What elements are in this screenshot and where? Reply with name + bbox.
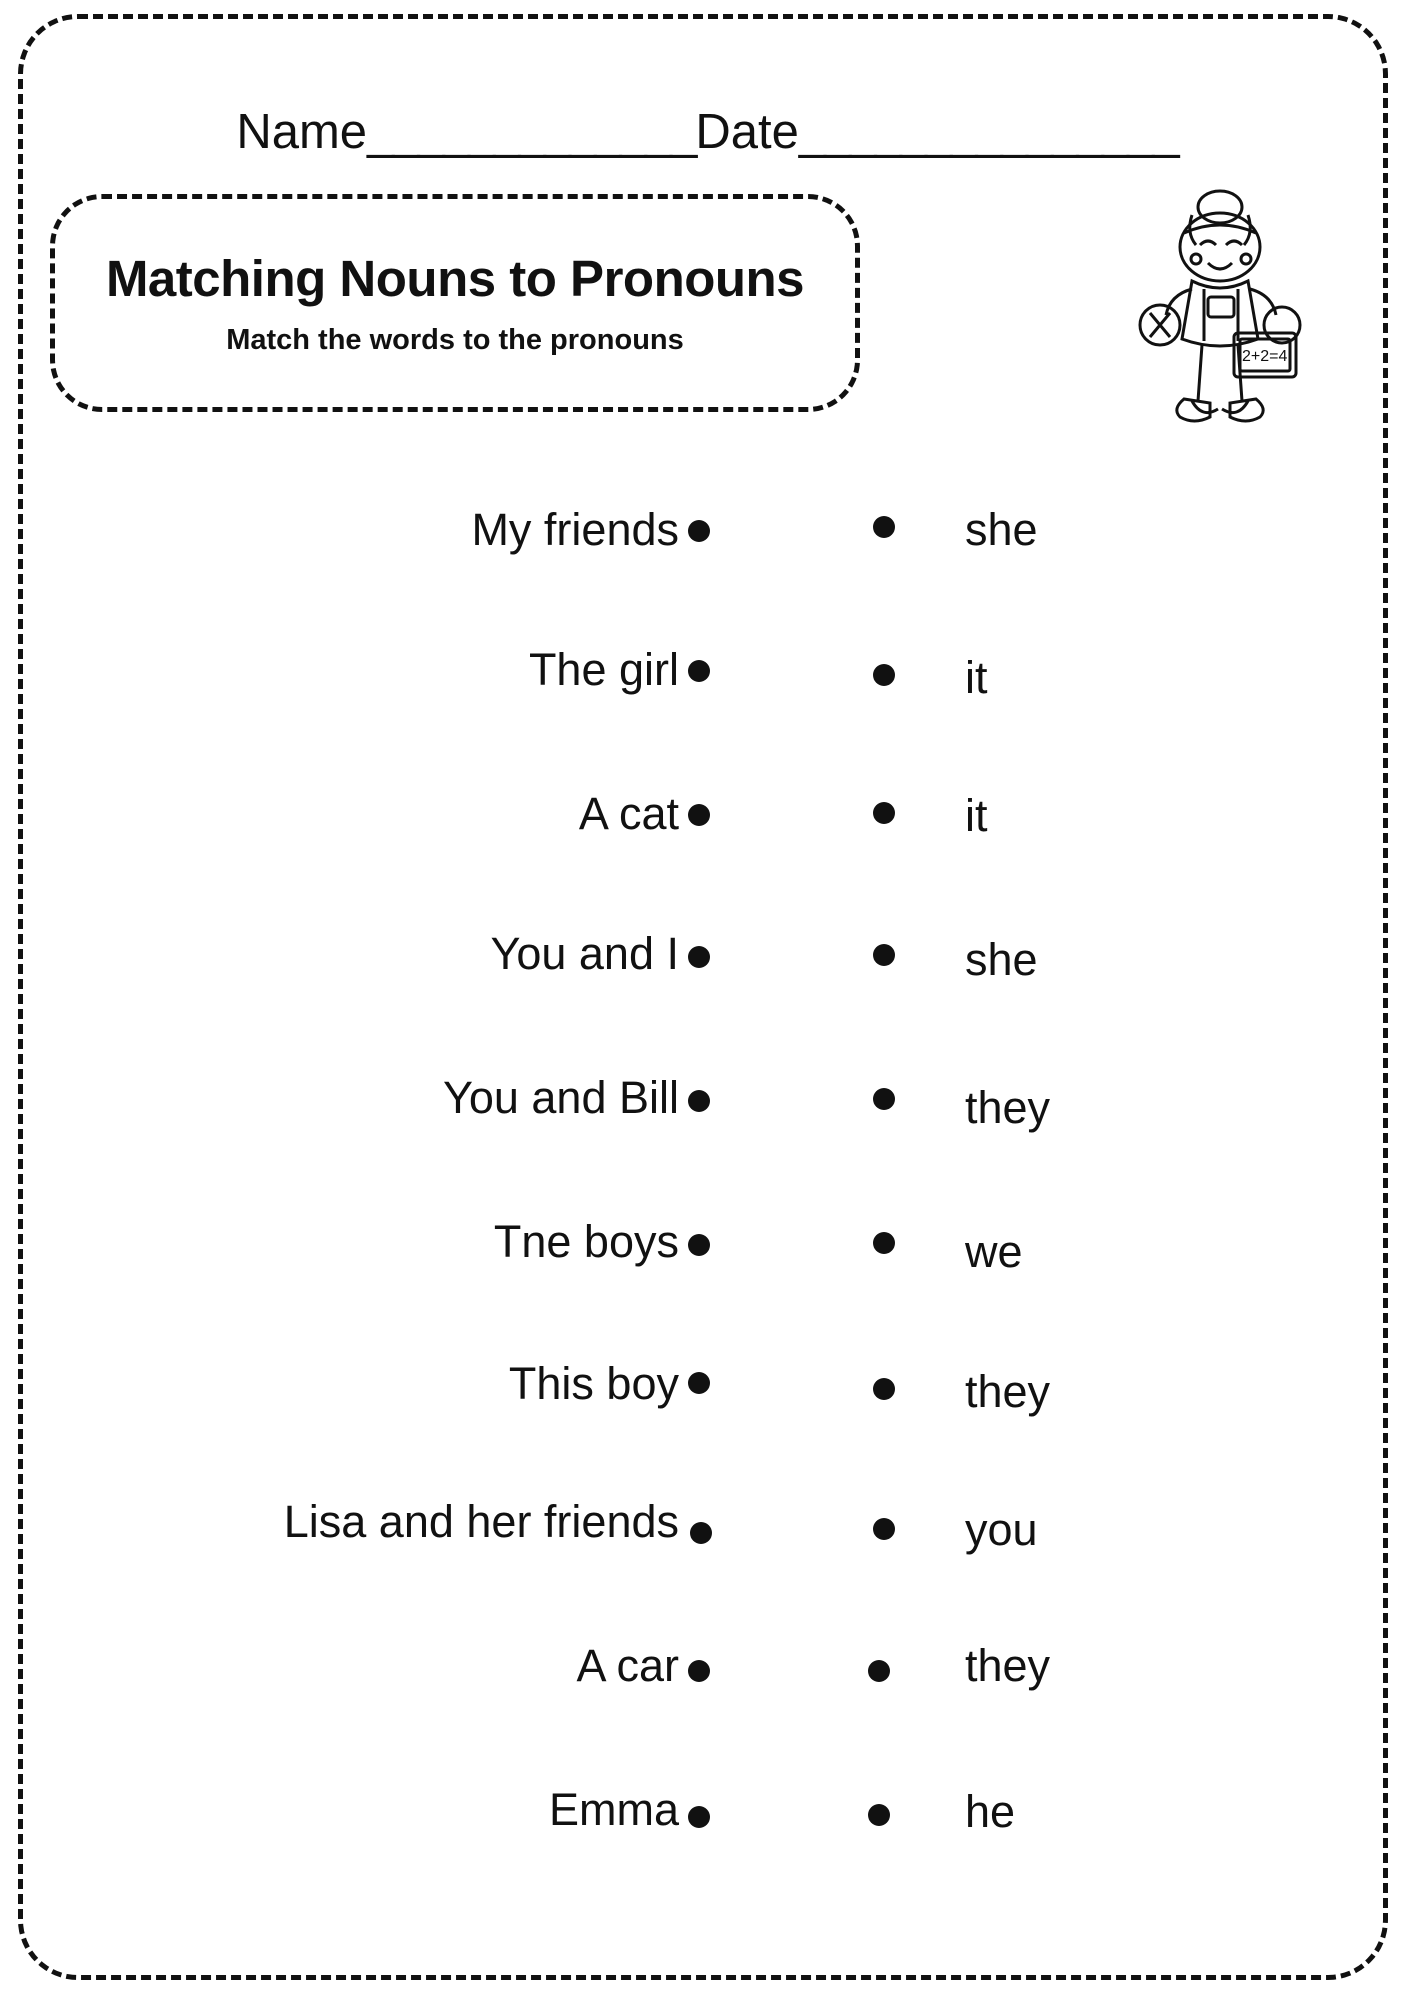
pronoun-term[interactable]: it	[965, 652, 988, 703]
noun-term[interactable]: The girl	[528, 644, 679, 695]
table-row	[0, 1640, 1414, 1788]
connector-dot-right[interactable]	[873, 944, 895, 966]
table-row	[0, 644, 1414, 794]
table-row	[0, 1784, 1414, 1930]
pronoun-term[interactable]: they	[965, 1366, 1051, 1417]
connector-dot-right[interactable]	[873, 1088, 895, 1110]
connector-dot-left[interactable]	[688, 1090, 710, 1112]
table-row	[0, 1072, 1414, 1220]
pronoun-term[interactable]: they	[965, 1640, 1051, 1691]
pronoun-term[interactable]: she	[965, 934, 1038, 985]
noun-term[interactable]: Tne boys	[493, 1216, 679, 1267]
noun-term[interactable]: A car	[576, 1640, 679, 1691]
table-row	[0, 1358, 1414, 1504]
connector-dot-left[interactable]	[690, 1522, 712, 1544]
page-subtitle: Match the words to the pronouns	[226, 324, 684, 356]
connector-dot-left[interactable]	[688, 660, 710, 682]
pronoun-term[interactable]: it	[965, 790, 988, 841]
connector-dot-left[interactable]	[688, 1806, 710, 1828]
connector-dot-left[interactable]	[688, 804, 710, 826]
connector-dot-left[interactable]	[688, 1234, 710, 1256]
pronoun-term[interactable]: he	[965, 1786, 1016, 1837]
table-row	[0, 1496, 1414, 1646]
table-row	[0, 1216, 1414, 1362]
noun-term[interactable]: Lisa and her friends	[283, 1496, 679, 1547]
table-row	[0, 788, 1414, 936]
connector-dot-right[interactable]	[873, 1378, 895, 1400]
date-label: Date	[695, 105, 799, 159]
noun-term[interactable]: You and Bill	[442, 1072, 679, 1123]
connector-dot-right[interactable]	[873, 516, 895, 538]
connector-dot-left[interactable]	[688, 1660, 710, 1682]
pronoun-term[interactable]: you	[965, 1504, 1038, 1555]
pronoun-term[interactable]: we	[965, 1226, 1023, 1277]
title-box	[50, 194, 860, 412]
connector-dot-left[interactable]	[688, 946, 710, 968]
svg-text:2+2=4: 2+2=4	[1242, 348, 1288, 365]
pronoun-term[interactable]: she	[965, 504, 1038, 555]
matching-list	[0, 504, 1414, 1930]
noun-term[interactable]: Emma	[548, 1784, 679, 1835]
connector-dot-left[interactable]	[688, 1372, 710, 1394]
noun-term[interactable]: You and I	[490, 928, 679, 979]
name-date-line	[0, 104, 1414, 160]
table-row	[0, 928, 1414, 1078]
student-illustration	[1130, 185, 1310, 505]
name-blank[interactable]: _____________	[367, 105, 696, 159]
connector-dot-right[interactable]	[868, 1804, 890, 1826]
connector-dot-right[interactable]	[873, 664, 895, 686]
noun-term[interactable]: This boy	[508, 1358, 679, 1409]
pronoun-term[interactable]: they	[965, 1082, 1051, 1133]
noun-term[interactable]: A cat	[578, 788, 679, 839]
noun-term[interactable]: My friends	[471, 504, 679, 555]
connector-dot-right[interactable]	[873, 1232, 895, 1254]
date-blank[interactable]: _______________	[798, 105, 1178, 159]
connector-dot-right[interactable]	[868, 1660, 890, 1682]
table-row	[0, 504, 1414, 652]
name-label: Name	[236, 105, 368, 159]
page-title: Matching Nouns to Pronouns	[105, 250, 805, 307]
connector-dot-left[interactable]	[688, 520, 710, 542]
connector-dot-right[interactable]	[873, 802, 895, 824]
connector-dot-right[interactable]	[873, 1518, 895, 1540]
